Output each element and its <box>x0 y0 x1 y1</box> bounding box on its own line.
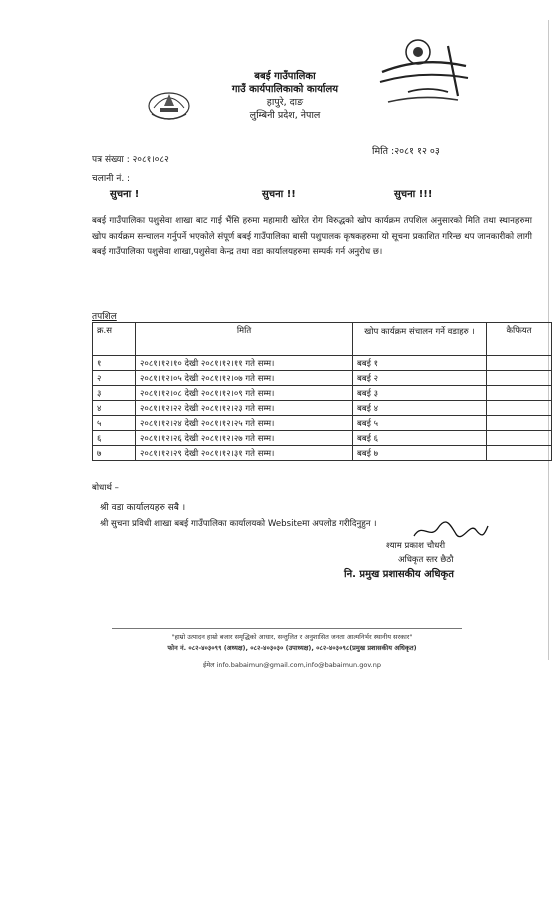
col-header-serial: क्र.स <box>93 323 136 356</box>
cell-date: २०८१।१२।२२ देखी २०८१।१२।२३ गते सम्म। <box>136 401 353 416</box>
cell-date: २०८१।१२।२६ देखी २०८१।१२।२७ गते सम्म। <box>136 431 353 446</box>
dispatch-number: चलानी नं. : <box>92 174 131 184</box>
cell-date: २०८१।१२।१० देखी २०८१।१२।११ गते सम्म। <box>136 356 353 371</box>
cell-ward: बबई २ <box>353 371 487 386</box>
reference-number: पत्र संख्या : २०८१।०८२ <box>92 155 169 165</box>
footer-slogan: "हाम्रो उत्पादन हाम्रो बजार समृद्धिको आधार, सन्तुलित र अनुशासित जनता आत्मनिर्भर स्थानीय सरकार" <box>171 633 413 641</box>
office-seal-stamp-icon <box>378 36 470 114</box>
cell-serial: २ <box>93 371 136 386</box>
cell-ward: बबई ३ <box>353 386 487 401</box>
table-row <box>93 446 552 461</box>
cc-item-it-section: श्री सुचना प्रविधी शाखा बबई गाउँपालिका कार्यालयको Websiteमा अपलोड गरीदिनुहुन । <box>100 519 377 529</box>
cell-date: २०८१।१२।२९ देखी २०८१।१२।३१ गते सम्म। <box>136 446 353 461</box>
cell-remarks <box>487 416 552 431</box>
office-name: गाउँ कार्यपालिकाको कार्यालय <box>231 84 339 95</box>
table-row <box>93 431 552 446</box>
col-header-remarks: कैफियत <box>487 323 552 356</box>
footer <box>112 632 472 671</box>
footer-phones: फोन नं. ०८२-४०३०९९ (अध्यक्ष), ०८२-४०३०३० (उपाध्यक्ष), ०८२-४०३०९८(प्रमुख प्रशासकीय अधिकृत) <box>167 644 417 652</box>
cell-ward: बबई ४ <box>353 401 487 416</box>
notice-heading-2: सुचना !! <box>262 189 296 200</box>
cell-ward: बबई ७ <box>353 446 487 461</box>
table-row <box>93 386 552 401</box>
schedule-table-wrapper <box>92 322 552 461</box>
footer-divider <box>112 628 462 629</box>
cell-serial: ५ <box>93 416 136 431</box>
cell-ward: बबई ६ <box>353 431 487 446</box>
table-row <box>93 356 552 371</box>
table-row <box>93 371 552 386</box>
table-caption: तपशिल <box>92 312 117 322</box>
letter-date: मिति :२०८१ १२ ०३ <box>372 146 440 157</box>
cell-serial: १ <box>93 356 136 371</box>
signatory-rank: अधिकृत स्तर छैठौ <box>398 555 454 565</box>
table-row <box>93 401 552 416</box>
footer-email: ईमेल info.babaimun@gmail.com,info@babaimun.gov.np <box>203 661 381 669</box>
cell-serial: ३ <box>93 386 136 401</box>
vaccination-schedule-table <box>92 322 552 461</box>
notice-body: बबई गाउँपालिका पशुसेवा शाखा बाट गाई भैंसि हरुमा महामारी खोरेत रोग विरुद्धको खोप कार्यक्रम तपशिल अनुसारको मिति तथा स्थानहरुमा खोप कार्यक्रम सन्चालन गर्नुपर्ने भएकोले संपूर्ण बबई गाउँपालिका बासी पशुपालक कृषकहरुमा यो सूचना प्रकाशित गरिन्छ थप जानकारीको लागी बबई गाउँपालिका पशुसेवा शाखा,पशुसेवा केन्द्र तथा वडा कार्यालयहरुमा सम्पर्क गर्न अनुरोध छ। <box>92 216 532 258</box>
notice-heading-3: सुचना !!! <box>394 189 433 200</box>
col-header-date: मिति <box>136 323 353 356</box>
cell-serial: ६ <box>93 431 136 446</box>
cell-remarks <box>487 386 552 401</box>
cell-date: २०८१।१२।०८ देखी २०८१।१२।०९ गते सम्म। <box>136 386 353 401</box>
province-name: लुम्बिनी प्रदेश, नेपाल <box>249 110 321 121</box>
cc-item-wards: श्री वडा कार्यालयहरु सबै । <box>100 503 186 513</box>
table-row <box>93 416 552 431</box>
cell-remarks <box>487 401 552 416</box>
cell-remarks <box>487 446 552 461</box>
office-address: हापुरे, दाङ <box>266 97 304 108</box>
cell-remarks <box>487 371 552 386</box>
cell-date: २०८१।१२।०५ देखी २०८१।१२।०७ गते सम्म। <box>136 371 353 386</box>
cell-serial: ७ <box>93 446 136 461</box>
cell-date: २०८१।१२।२४ देखी २०८१।१२।२५ गते सम्म। <box>136 416 353 431</box>
notice-heading-1: सुचना ! <box>110 189 140 200</box>
handwritten-signature-icon <box>410 520 490 542</box>
cell-serial: ४ <box>93 401 136 416</box>
col-header-ward: खोप कार्यक्रम संचालन गर्ने वडाहरु । <box>353 323 487 356</box>
cc-label: बोधार्थ – <box>92 483 119 493</box>
nepal-emblem-icon <box>146 86 192 122</box>
cell-remarks <box>487 356 552 371</box>
cell-remarks <box>487 431 552 446</box>
municipality-name: बबई गाउँपालिका <box>254 71 316 82</box>
cell-ward: बबई ५ <box>353 416 487 431</box>
signatory-name: श्याम प्रकाश चौधरी <box>386 541 446 551</box>
table-header-row <box>93 323 552 356</box>
signatory-role: नि. प्रमुख प्रशासकीय अधिकृत <box>344 569 454 580</box>
cell-ward: बबई १ <box>353 356 487 371</box>
letterhead <box>200 70 370 122</box>
